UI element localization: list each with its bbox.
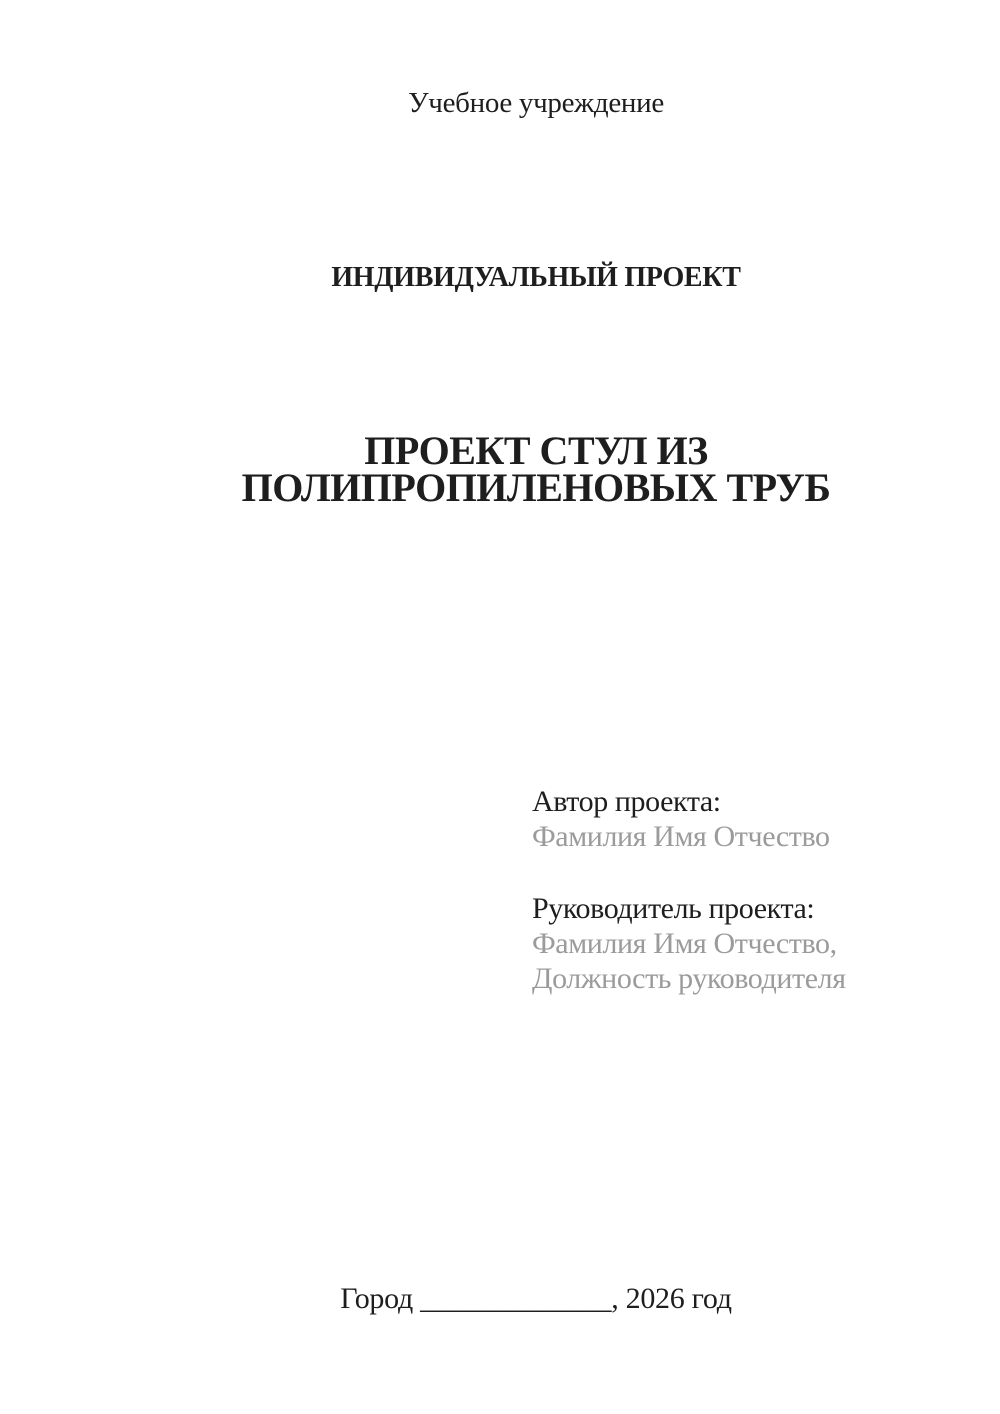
supervisor-name-placeholder: Фамилия Имя Отчество, [532,927,837,960]
project-title-line1: ПРОЕКТ СТУЛ ИЗ [364,428,708,473]
project-title [143,428,929,510]
supervisor-label: Руководитель проекта: [532,892,815,925]
footer-year: , 2026 год [611,1282,732,1315]
author-block [532,784,830,854]
footer-city-blank: _____________ [420,1282,612,1315]
footer-city-label: Город [340,1282,421,1315]
author-name-placeholder: Фамилия Имя Отчество [532,820,830,853]
footer-line [143,1281,929,1316]
supervisor-position-placeholder: Должность руководителя [532,962,846,995]
institution-name: Учебное учреждение [408,87,664,119]
document-type-heading: ИНДИВИДУАЛЬНЫЙ ПРОЕКТ [331,262,741,293]
supervisor-block [532,891,846,996]
project-title-line2: ПОЛИПРОПИЛЕНОВЫХ ТРУБ [241,465,831,510]
author-label: Автор проекта: [532,785,721,818]
